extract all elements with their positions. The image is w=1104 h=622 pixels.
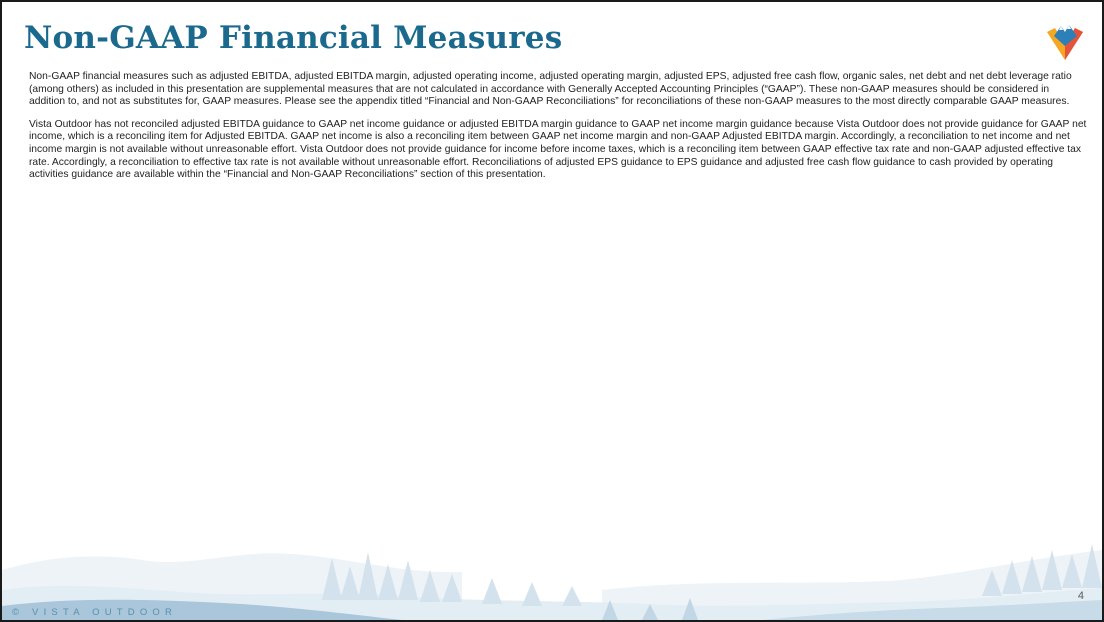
vista-outdoor-logo-icon bbox=[1045, 22, 1085, 62]
paragraph-guidance-reconciliation: Vista Outdoor has not reconciled adjusted EBITDA guidance to GAAP net income guidance or adjusted EBITDA margin guidance to GAAP net income margin guidance because Vista Outdoor does not provide guidance for GAAP net income, which is a reconciling item for Adjusted EBITDA. GAAP net income is also a reconciling item between GAAP net income margin and non-GAAP Adjusted EBITDA margin. Accordingly, a reconciliation to net income and net income margin is not available without unreasonable effort. Vista Outdoor does not provide guidance for income before income taxes, which is a reconciling item between GAAP effective tax rate and non-GAAP adjusted effective tax rate. Accordingly, a reconciliation to effective tax rate is not available without unreasonable effort. Reconciliations of adjusted EPS guidance to EPS guidance and adjusted free cash flow guidance to cash provided by operating activities guidance are available within the “Financial and Non-GAAP Reconciliations” section of this presentation. bbox=[29, 118, 1087, 181]
page-number: 4 bbox=[1077, 590, 1084, 602]
disclaimer-body bbox=[29, 71, 1087, 192]
paragraph-non-gaap-definition: Non-GAAP financial measures such as adjusted EBITDA, adjusted EBITDA margin, adjusted operating income, adjusted operating margin, adjusted EPS, adjusted free cash flow, organic sales, net debt and net debt leverage ratio (among others) as included in this presentation are supplemental measures that are not calculated in accordance with Generally Accepted Accounting Principles (“GAAP”). These non-GAAP measures should be considered in addition to, and not as substitutes for, GAAP measures. Please see the appendix titled “Financial and Non-GAAP Reconciliations” for reconciliations of these non-GAAP measures to the most directly comparable GAAP measures. bbox=[29, 71, 1072, 108]
slide-title: Non-GAAP Financial Measures bbox=[24, 20, 563, 56]
footer-copyright: © VISTA OUTDOOR bbox=[12, 607, 178, 618]
